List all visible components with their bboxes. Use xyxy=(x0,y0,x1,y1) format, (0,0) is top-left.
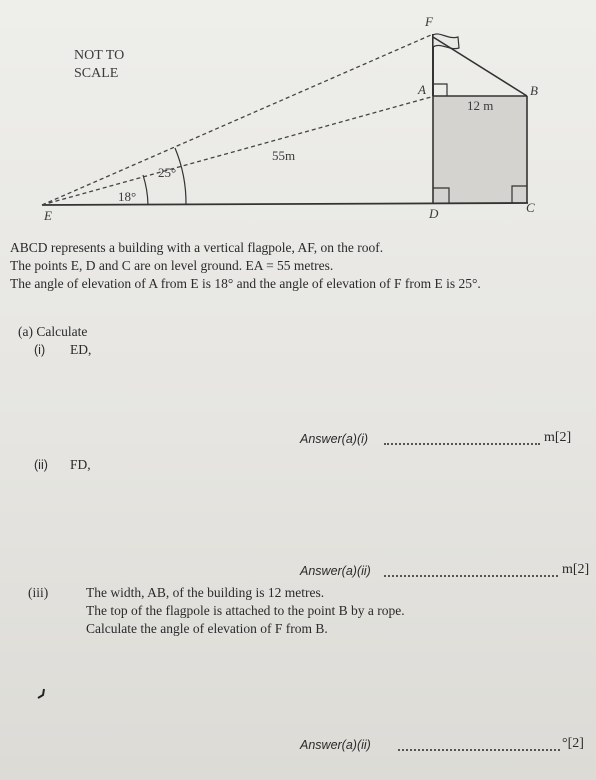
question-iii-line-3: Calculate the angle of elevation of F from B. xyxy=(86,621,328,636)
question-iii-line-1: The width, AB, of the building is 12 metres. xyxy=(86,585,325,600)
length-label-AB: 12 m xyxy=(467,98,494,113)
answer-a-ii-line[interactable] xyxy=(384,575,558,577)
pencil-mark xyxy=(36,688,48,700)
answer-a-ii-label: Answer(a)(ii) xyxy=(300,564,371,578)
question-iii-line-2: The top of the flagpole is attached to the point B by a rope. xyxy=(86,603,405,618)
answer-a-i-line[interactable] xyxy=(384,443,540,445)
point-label-D: D xyxy=(429,206,439,221)
intro-line-2: The points E, D and C are on level ground. EA = 55 metres. xyxy=(10,258,334,273)
not-to-scale-line2: SCALE xyxy=(74,66,119,81)
point-label-F: F xyxy=(425,14,433,29)
point-label-B: B xyxy=(530,83,538,98)
question-iii-number: (iii) xyxy=(28,585,49,600)
not-to-scale-line1: NOT TO xyxy=(74,48,125,63)
angle-label-25: 25° xyxy=(158,165,177,180)
question-ii-text: FD, xyxy=(70,457,91,472)
ground-line xyxy=(42,203,528,205)
answer-a-i-label: Answer(a)(i) xyxy=(300,432,369,446)
part-a-heading: (a) Calculate xyxy=(18,324,88,339)
intro-line-1: ABCD represents a building with a vertical flagpole, AF, on the roof. xyxy=(10,240,384,255)
length-label-EA: 55m xyxy=(272,148,296,163)
point-label-A: A xyxy=(418,82,426,97)
question-ii-number: (ii) xyxy=(34,458,48,472)
answer-a-iii-line[interactable] xyxy=(398,749,560,751)
right-angle-A xyxy=(433,84,447,96)
answer-a-i-unit: m[2] xyxy=(544,430,572,445)
sight-line-EA xyxy=(42,97,431,205)
angle-label-18: 18° xyxy=(118,189,137,204)
flag-shape xyxy=(433,34,459,49)
answer-a-iii-unit: °[2] xyxy=(562,736,584,751)
question-i-number: (i) xyxy=(34,343,46,357)
answer-a-iii-label: Answer(a)(ii) xyxy=(300,738,371,752)
trig-diagram xyxy=(0,0,596,240)
answer-a-ii-unit: m[2] xyxy=(562,562,590,577)
point-label-C: C xyxy=(526,200,535,215)
intro-line-3: The angle of elevation of A from E is 18° and the angle of elevation of F from E is 25°. xyxy=(10,276,481,291)
question-i-text: ED, xyxy=(70,342,92,357)
angle-arc-25 xyxy=(175,148,186,205)
angle-arc-18 xyxy=(143,175,148,205)
point-label-E: E xyxy=(44,208,52,223)
